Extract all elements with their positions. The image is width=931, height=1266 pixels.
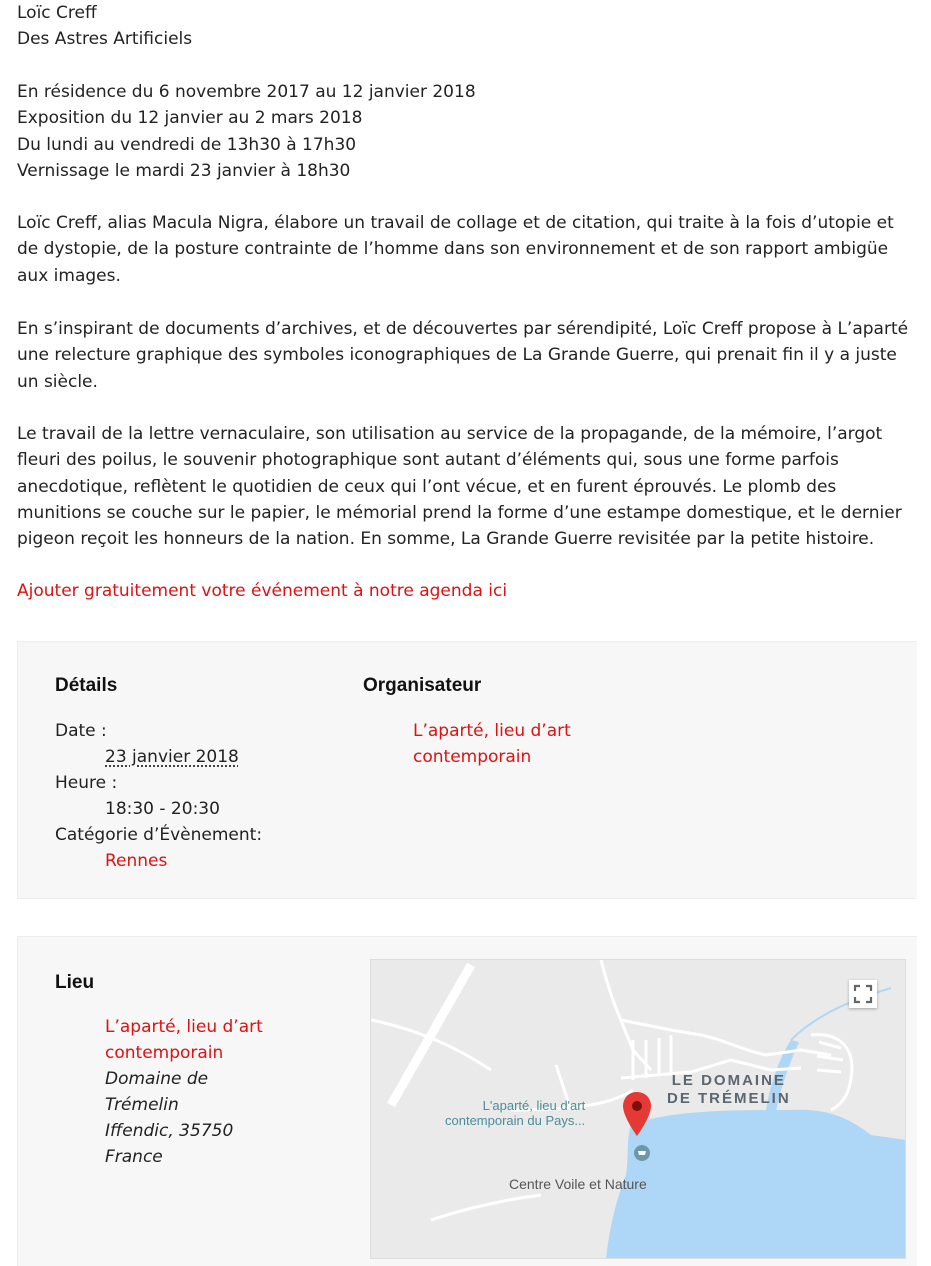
poi-marker-icon[interactable]	[633, 1144, 651, 1162]
organizer-heading: Organisateur	[363, 675, 482, 696]
schedule-block	[17, 79, 917, 184]
fullscreen-button[interactable]	[849, 980, 877, 1008]
category-link[interactable]: Rennes	[105, 851, 168, 871]
address-line: Domaine de	[105, 1069, 209, 1089]
venue-name-line: contemporain	[105, 1043, 224, 1063]
date-value-wrap	[55, 744, 262, 770]
map-area-line: DE TRÉMELIN	[667, 1090, 791, 1107]
map-place-line: contemporain du Pays...	[445, 1113, 586, 1128]
time-label: Heure :	[55, 773, 118, 793]
exhibition-title: Des Astres Artificiels	[17, 29, 193, 50]
schedule-opening: Vernissage le mardi 23 janvier à 18h30	[17, 160, 351, 181]
paragraph-line: anecdotique, reflètent le quotidien de ceux qui l’ont vécue, et en furent éprouvés. Le plomb des	[17, 476, 837, 497]
add-event-block	[17, 578, 917, 604]
venue-link[interactable]	[105, 1014, 263, 1066]
event-meta-panel	[17, 641, 917, 899]
time-value: 18:30 - 20:30	[105, 799, 220, 819]
map-area-label	[667, 1072, 791, 1108]
map-pin-icon[interactable]	[621, 1090, 653, 1138]
map-poi-label: Centre Voile et Nature	[509, 1176, 647, 1192]
paragraph-line: une relecture graphique des symboles iconographiques de La Grande Guerre, qui prenait fin il y a juste	[17, 345, 897, 366]
paragraph-archives	[17, 316, 917, 395]
address-line: Trémelin	[105, 1095, 179, 1115]
address-line: Iffendic, 35750	[105, 1121, 234, 1141]
fullscreen-icon	[849, 980, 877, 1008]
paragraph-line: Le travail de la lettre vernaculaire, son utilisation au service de la propagande, de la mémoire, l’argot	[17, 424, 883, 444]
paragraph-line: En s’inspirant de documents d’archives, et de découvertes par sérendipité, Loïc Creff propose à L’aparté	[17, 319, 909, 339]
details-list	[55, 718, 262, 874]
organizer-name-line: contemporain	[413, 747, 532, 767]
schedule-residence: En résidence du 6 novembre 2017 au 12 janvier 2018	[17, 82, 476, 102]
artist-name: Loïc Creff	[17, 3, 97, 23]
paragraph-line: pigeon reçoit les honneurs de la nation. En somme, La Grande Guerre revisitée par la petite histoire.	[17, 529, 875, 550]
paragraph-line: fleuri des poilus, le souvenir photographique sont autant d’éléments qui, sous une forme parfois	[17, 450, 839, 471]
paragraph-intro	[17, 210, 917, 289]
venue-panel	[17, 936, 917, 1266]
date-label: Date :	[55, 721, 107, 741]
venue-map[interactable]	[370, 959, 906, 1259]
category-label: Catégorie d’Évènement:	[55, 825, 263, 845]
schedule-hours: Du lundi au vendredi de 13h30 à 17h30	[17, 134, 357, 155]
organizer-link[interactable]	[413, 718, 571, 770]
artist-header	[17, 0, 917, 53]
organizer-name-line: L’aparté, lieu d’art	[413, 721, 571, 741]
venue-heading: Lieu	[55, 972, 95, 993]
schedule-exhibition: Exposition du 12 janvier au 2 mars 2018	[17, 108, 363, 129]
paragraph-line: de dystopie, de la posture contrainte de l’homme dans son environnement et de son rapport ambigüe	[17, 239, 889, 260]
venue-name-line: L’aparté, lieu d’art	[105, 1017, 263, 1037]
venue-address	[105, 1066, 263, 1170]
paragraph-line: Loïc Creff, alias Macula Nigra, élabore un travail de collage et de citation, qui traite à la fois d’utopie et	[17, 213, 894, 233]
add-event-link[interactable]: Ajouter gratuitement votre événement à notre agenda ici	[17, 581, 508, 601]
map-area-line: LE DOMAINE	[671, 1072, 786, 1089]
paragraph-work	[17, 421, 917, 552]
paragraph-line: munitions se couche sur le papier, le mémorial prend la forme d’une estampe domestique, et le dernier	[17, 502, 902, 523]
venue-details	[105, 1014, 263, 1170]
date-value: 23 janvier 2018	[105, 747, 239, 767]
address-line: France	[105, 1147, 163, 1167]
map-place-line: L'aparté, lieu d'art	[482, 1098, 586, 1113]
paragraph-line: aux images.	[17, 265, 121, 286]
map-place-label	[445, 1098, 585, 1128]
details-heading: Détails	[55, 675, 118, 696]
paragraph-line: un siècle.	[17, 371, 98, 392]
